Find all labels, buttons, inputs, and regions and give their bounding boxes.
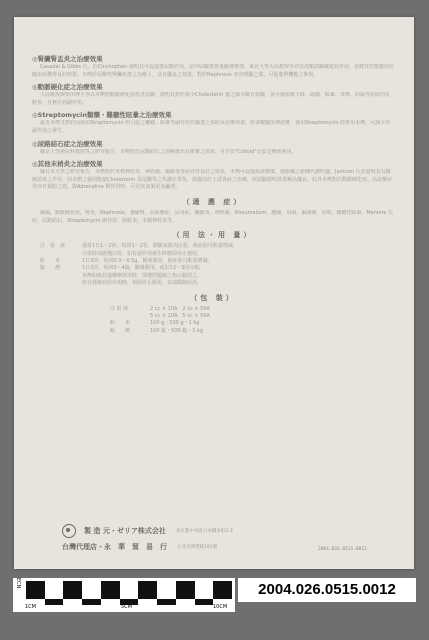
leaflet-content — [32, 55, 394, 335]
packaging-list — [102, 306, 322, 336]
section-kidney — [32, 55, 394, 79]
manufacturer-line — [62, 525, 382, 537]
leaflet-sheet — [14, 17, 414, 569]
scale-ruler — [13, 578, 235, 612]
packaging-label: 注 射 液 — [110, 305, 129, 312]
dosage-title: （用 法・用 量） — [172, 231, 254, 240]
accession-number-label: 2004.026.0515.0012 — [238, 578, 416, 602]
dosage-text: 1日3回，每回3～4錠，飯後服用，或1日2～3回分服。 — [82, 265, 205, 272]
section-other — [32, 160, 394, 192]
dosage-label — [32, 273, 82, 280]
dosage-row — [32, 265, 394, 272]
packaging-row — [102, 320, 322, 327]
ruler-cm-start: 1CM — [25, 604, 36, 610]
pencil-accession-note: 2004.026.0515.0012 — [318, 547, 367, 552]
dosage-label: 錠 劑 — [40, 265, 61, 272]
ruler-cm-end: 10CM — [213, 604, 228, 610]
dosage-block — [32, 231, 394, 287]
section-urinary-stone — [32, 140, 394, 157]
dosage-label — [32, 280, 82, 287]
section-heading: ◎Streptomycin類藥・難聽性眩暈之治療效果 — [32, 111, 172, 120]
section-paragraph: 大高教授與柴田博士等以本劑對動脈硬化症患者試驗，證明其對於血中Cholesterin 量之減少確有效驗，並可使血壓下降，頭痛、眩暈、耳鳴、肩凝等症狀均見輕快，且無任何副作用。 — [32, 92, 391, 106]
ruler-cm-mid: 5CM — [121, 604, 132, 610]
dosage-row — [32, 243, 394, 250]
packaging-text: 100 錠・500 錠・1 kg — [150, 327, 204, 334]
section-heading: ◎尿路結石症之治療效果 — [32, 139, 103, 148]
agent-name: 台灣代理店・永 華 貿 易 行 — [62, 543, 167, 551]
packaging-label: 粉 末 — [110, 320, 131, 327]
dosage-label: 注 射 液 — [40, 243, 66, 250]
packaging-text: 5 cc × 10A 5 cc × 50A — [150, 312, 210, 319]
section-paragraph: 據京大學泌尿科教授等之研究報告，本劑對於尿路結石之溶解排出有確實之效果，可作為"Colloid"及安定劑而利用。 — [40, 148, 297, 155]
packaging-row — [102, 306, 322, 313]
packaging-text: 2 cc × 10A 2 cc × 50A — [150, 305, 210, 312]
indications-title: （適 應 症） — [182, 197, 244, 206]
dosage-text: 通常1日1～2回，每回1～2管，靜脈或肌肉注射，依症狀可酌量增減。 — [82, 243, 238, 250]
dosage-label: 粉 末 — [40, 257, 61, 264]
packaging-row — [102, 328, 322, 335]
section-streptomycin — [32, 111, 394, 135]
packaging-title: （包 裝） — [190, 293, 236, 302]
packaging-row — [102, 313, 322, 320]
dosage-text: 注射時須緩慢注射，如有副作用發生時應即停止使用。 — [82, 250, 203, 257]
section-heading: ◎動脈硬化症之治療效果 — [32, 83, 103, 92]
section-heading: ◎其他末梢炎之治療效果 — [32, 160, 103, 169]
ruler-label: ECN — [15, 578, 21, 589]
dosage-text: 本劑如與其他藥劑併用時，須遵照醫師之指示服用之。 — [82, 272, 203, 279]
ruler-checker-top — [26, 581, 232, 599]
section-arteriosclerosis — [32, 83, 394, 107]
indications-block — [32, 198, 394, 225]
section-paragraph: Casadal & Gibbs 氏，於Cinchophen 證明其可促進排尿酸作用，尿中尿酸排泄量顯著增加，東北大學大高教授等亦以鳥類試驗確認其作用，並將其性能應用於臨床而獲得良好結果。本劑於尿酸性腎臟疾患之治療上，具有優良之效果，對於Nephrosis 亦有明顯之效，可促進腎機能之恢復。 — [32, 64, 394, 78]
section-heading: ◎腎臟腎盂炎之治療效果 — [32, 55, 103, 63]
packaging-label: 錠 劑 — [110, 327, 131, 334]
dosage-row — [32, 251, 394, 258]
manufacturer-name: 製 造 元・ゼリア株式会社 — [84, 527, 166, 535]
dosage-label — [32, 251, 82, 258]
dosage-row — [32, 280, 394, 287]
company-logo-icon — [62, 524, 76, 538]
section-paragraph: 最近本劑又對於因使用Streptomycin 所引起之難聽、眩暈等副作用有顯著之預防及治療效果，經多數臨床例證實，使用Streptomycin 時併用本劑，可減少其副作用之發生。 — [32, 120, 391, 134]
agent-address: 台北市博愛路191號 — [177, 545, 218, 550]
dosage-text: 如有過敏症狀出現時，須即停止服用，並請醫師診治。 — [82, 280, 203, 287]
manufacturer-address: 東京都中央區日本橋本町2-3 — [175, 529, 233, 534]
dosage-text: 1日3回，每回0.3～0.5g，飯後服用，依症狀可酌量增減。 — [82, 257, 213, 264]
indications-text: 痛風，動脈硬化症，腎炎，Nephrosis，萎縮腎，高血壓症，尿毒症，關節炎，神經痛，Rheumatism，腰痛，肩凝，偏頭痛，耳鳴，難聽性眩暈，Meniere 氏症，尿路結石，Streptomycin 副作用，膀胱炎，末梢神經炎等。 — [32, 209, 394, 224]
packaging-text: 100 g・500 g・1 kg — [150, 320, 200, 327]
packaging-block — [32, 294, 394, 336]
section-paragraph: 據日本大學之研究報告，本劑對於末梢神經炎、神經痛、關節炎等症亦有良好之效果，本劑可促進血液循環，使組織之新陳代謝旺盛，Jackson 氏亦證明其有鎮痛消炎之作用，因本劑之使用能使Cholesterin 及尿酸等之代謝正常化，故適用於上述各症之治療，經試驗證明效果極為優良。此外本劑對於動脈硬化症、高血壓症等亦有預防之效，與Adrenaline 類併用時，可見其效果更為顯著。 — [32, 169, 393, 191]
